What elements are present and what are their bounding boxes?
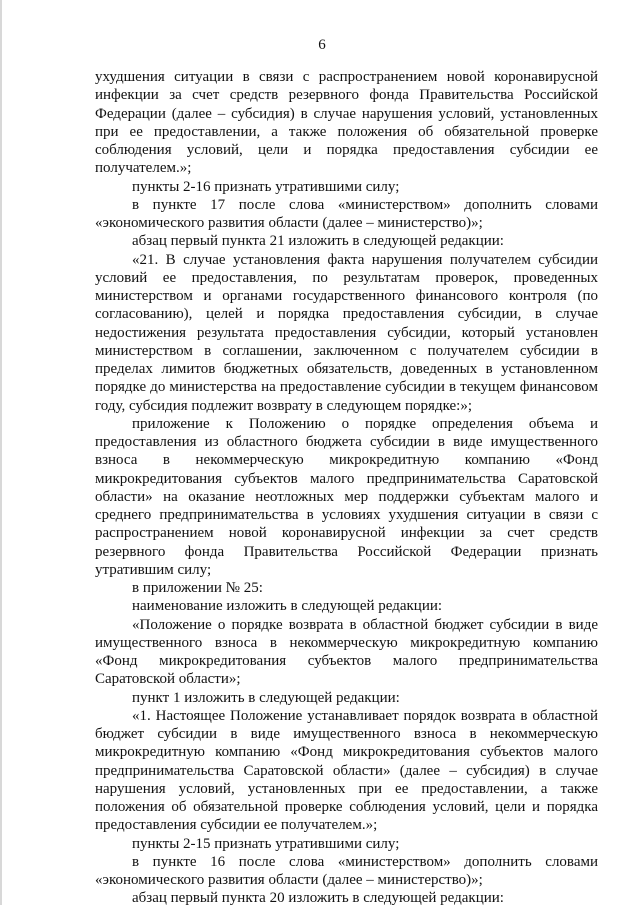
document-body	[95, 68, 598, 908]
paragraph: в пункте 17 после слова «министерством» дополнить словами «экономического развития области (далее – министерство)»;	[95, 196, 598, 231]
paragraph: абзац первый пункта 20 изложить в следующей редакции:	[132, 890, 504, 907]
paragraph: в пункте 16 после слова «министерством» дополнить словами «экономического развития области (далее – министерство)»;	[95, 853, 598, 888]
paragraph: «1. Настоящее Положение устанавливает порядок возврата в областной бюджет субсидии в виде имущественного взноса в некоммерческую микрокредитную компанию «Фонд микрокредитования субъектов малого предпринимательства Саратовской области» (далее – субсидия) в случае нарушения условий, установленных при ее предоставлении, а также положения об обязательной проверке соблюдения условий, цели и порядка предоставления субсидии ее получателем.»;	[95, 707, 598, 834]
paragraph: пункт 1 изложить в следующей редакции:	[132, 689, 400, 706]
paragraph: в приложении № 25:	[132, 580, 263, 596]
paragraph: «Положение о порядке возврата в областной бюджет субсидии в виде имущественного взноса в некоммерческую микрокредитную компанию «Фонд микрокредитования субъектов малого предпринимательства Саратовской области»;	[95, 616, 598, 688]
paragraph: приложение к Положению о порядке определения объема и предоставления из областного бюджета субсидии в виде имущественного взноса в некоммерческую микрокредитную компанию «Фонд микрокредитования субъектов малого предпринимательства Саратовской области» на оказание неотложных мер поддержки субъектам малого и среднего предпринимательства в условиях ухудшения ситуации в связи с распространением новой коронавирусной инфекции за счет средств резервного фонда Правительства Российской Федерации признать утратившим силу;	[95, 415, 598, 578]
paragraph: пункты 2-16 признать утратившими силу;	[132, 178, 400, 195]
paragraph-continuation: ухудшения ситуации в связи с распространением новой коронавирусной инфекции за счет средств резервного фонда Правительства Российской Федерации (далее – субсидия) в случае нарушения условий, установленных при ее предоставлении, а также положения об обязательной проверке соблюдения условий, цели и порядка предоставления субсидии ее получателем.»;	[95, 69, 598, 177]
page-number: 6	[318, 37, 326, 53]
paragraph: абзац первый пункта 21 изложить в следующей редакции:	[132, 233, 504, 250]
paragraph: пункты 2-15 признать утратившими силу;	[132, 835, 400, 852]
paragraph: «21. В случае установления факта нарушения получателем субсидии условий ее предоставления, по результатам проверок, проведенных министерством и органами государственного финансового контроля (по согласованию), целей и порядка предоставления субсидии, в случае недостижения результата предоставления субсидии, который установлен министерством в соглашении, заключенном с получателем субсидии в пределах лимитов бюджетных обязательств, доведенных в установленном порядке до министерства на предоставление субсидии в текущем финансовом году, субсидия подлежит возврату в следующем порядке:»;	[95, 251, 598, 414]
paragraph: наименование изложить в следующей редакции:	[132, 598, 443, 615]
